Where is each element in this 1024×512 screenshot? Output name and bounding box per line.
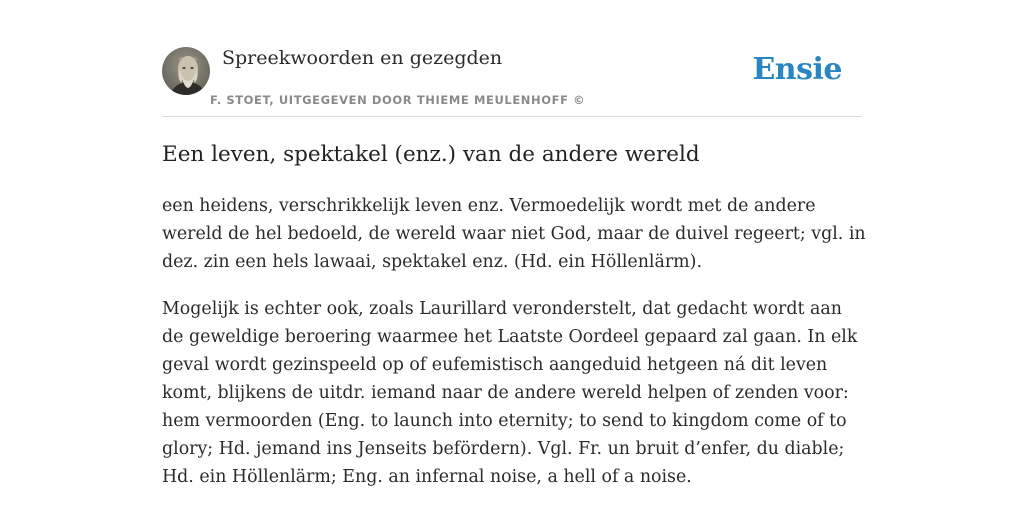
entry-title: Een leven, spektakel (enz.) van de andere wereld bbox=[162, 142, 700, 167]
source-header bbox=[162, 46, 862, 117]
brand-logo[interactable]: Ensie bbox=[752, 52, 842, 87]
entry-body bbox=[162, 192, 866, 510]
source-title[interactable]: Spreekwoorden en gezegden bbox=[222, 47, 503, 69]
entry-paragraph: Mogelijk is echter ook, zoals Laurillard veronderstelt, dat gedacht wordt aan de geweldige beroering waarmee het Laatste Oordeel gepaard zal gaan. In elk geval wordt gezinspeeld op of eufemistisch aangeduid hetgeen ná dit leven komt, blijkens de uitdr. iemand naar de andere wereld helpen of zenden voor: hem vermoorden (Eng. to launch into eternity; to send to kingdom come of to glory; Hd. jemand ins Jenseits befördern). Vgl. Fr. un bruit d’enfer, du diable; Hd. ein Höllenlärm; Eng. an infernal noise, a hell of a noise. bbox=[162, 299, 858, 487]
author-portrait-icon[interactable] bbox=[162, 47, 210, 95]
entry-paragraph: een heidens, verschrikkelijk leven enz. Vermoedelijk wordt met de andere wereld de hel bedoeld, de wereld waar niet God, maar de duivel regeert; vgl. in dez. zin een hels lawaai, spektakel enz. (Hd. ein Höllenlärm). bbox=[162, 196, 866, 272]
source-credit: F. STOET, UITGEGEVEN DOOR THIEME MEULENHOFF © bbox=[210, 93, 586, 107]
